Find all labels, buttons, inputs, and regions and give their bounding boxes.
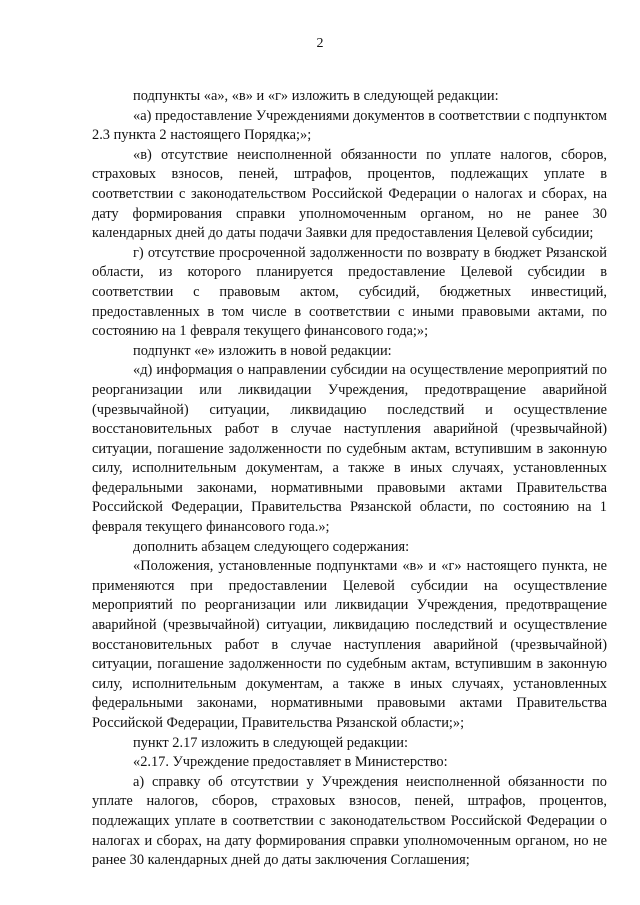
paragraph-subitem-v: «в) отсутствие неисполненной обязанности по уплате налогов, сборов, страховых взносов, пеней, штрафов, процентов, подлежащих уплате в соответствии с законодательством Российской Федерации о налогах и сборах, на дату формирования справки уполномоченным органом, но не ранее 30 календарных дней до даты подачи Заявки для предоставления Целевой субсидии;	[92, 146, 607, 242]
paragraph-subitem-d: «д) информация о направлении субсидии на осуществление мероприятий по реорганизации или ликвидации Учреждения, предотвращение аварийной (чрезвычайной) ситуации, ликвидацию последствий и осуществление восстановительных работ в случае наступления аварийной (чрезвычайной) ситуации, погашение задолженности по судебным актам, вступившим в законную силу, исполнительным документам, а также в иных случаях, установленных федеральными законами, нормативными правовыми актами Правительства Российской Федерации, Правительства Рязанской области, по состоянию на 1 февраля текущего финансового года.»;	[92, 362, 607, 536]
page-number: 2	[316, 36, 324, 51]
paragraph-intro-addition: дополнить абзацем следующего содержания:	[133, 538, 410, 555]
paragraph-intro-2-17: пункт 2.17 изложить в следующей редакции:	[133, 734, 408, 751]
paragraph-intro-abg: подпункты «а», «в» и «г» изложить в следующей редакции:	[133, 88, 499, 104]
paragraph-subitem-a: «а) предоставление Учреждениями документов в соответствии с подпунктом 2.3 пункта 2 настоящего Порядка;»;	[92, 107, 607, 144]
paragraph-2-17-a: а) справку об отсутствии у Учреждения неисполненной обязанности по уплате налогов, сборов, страховых взносов, пеней, штрафов, процентов, подлежащих уплате в соответствии с законодательством Российской Федерации о налогах и сборах, на дату формирования справки уполномоченным органом, но не ранее 30 календарных дней до даты заключения Соглашения;	[92, 773, 607, 869]
document-body	[92, 87, 607, 871]
paragraph-provisions: «Положения, установленные подпунктами «в» и «г» настоящего пункта, не применяются при предоставлении Целевой субсидии на осуществление мероприятий по реорганизации или ликвидации Учреждения, предотвращение аварийной (чрезвычайной) ситуации, ликвидацию последствий и осуществление восстановительных работ в случае наступления аварийной (чрезвычайной) ситуации, погашение задолженности по судебным актам, вступившим в законную силу, исполнительным документам, а также в иных случаях, установленных федеральными законами, нормативными правовыми актами Правительства Российской Федерации, Правительства Рязанской области;»;	[92, 558, 607, 731]
paragraph-intro-e: подпункт «е» изложить в новой редакции:	[133, 342, 392, 359]
paragraph-2-17-heading: «2.17. Учреждение предоставляет в Министерство:	[133, 754, 448, 771]
paragraph-subitem-g: г) отсутствие просроченной задолженности по возврату в бюджет Рязанской области, из которого планируется предоставление Целевой субсидии в соответствии с правовым актом, субсидий, бюджетных инвестиций, предоставленных в том числе в соответствии с иными правовыми актами, по состоянию на 1 февраля текущего финансового года;»;	[92, 244, 607, 340]
